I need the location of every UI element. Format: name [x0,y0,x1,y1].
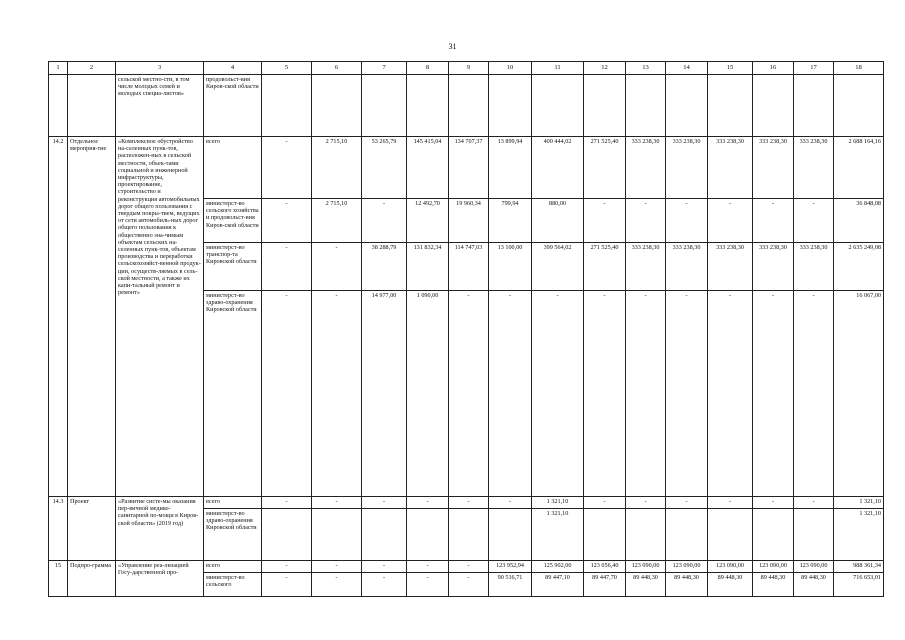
value-cell [312,75,362,137]
value-cell [449,509,489,561]
value-cell: - [262,243,312,291]
value-cell: 271 525,40 [584,243,626,291]
table-row [49,561,884,573]
column-header: 15 [708,62,753,75]
value-cell: - [794,497,834,509]
value-cell [834,75,884,137]
value-cell: 53 265,79 [362,137,407,199]
row-title: «Управление реа-лизацией Госу-дарственной про- [116,561,204,597]
value-cell [753,75,794,137]
value-cell: 399 564,02 [532,243,584,291]
value-cell: - [794,199,834,243]
value-cell: 1 321,10 [532,509,584,561]
value-cell [449,75,489,137]
header-row [49,62,884,75]
value-cell [262,509,312,561]
value-cell: 333 238,30 [753,137,794,199]
value-cell: - [489,291,532,497]
row-status [68,75,116,137]
value-cell [666,75,708,137]
row-status: Отдельное мероприя-тие [68,137,116,497]
value-cell: 89 448,30 [794,573,834,597]
row-number [49,75,68,137]
value-cell: 12 492,70 [407,199,449,243]
value-cell: 2 715,10 [312,199,362,243]
row-status: Подпро-грамма [68,561,116,597]
value-cell: - [449,291,489,497]
value-cell [262,75,312,137]
value-cell: - [708,497,753,509]
column-header: 17 [794,62,834,75]
value-cell: - [262,137,312,199]
value-cell: - [584,199,626,243]
value-cell: - [362,199,407,243]
value-cell: 16 067,00 [834,291,884,497]
value-cell: 89 447,70 [584,573,626,597]
column-header: 12 [584,62,626,75]
row-title: сельской местно-сти, в том числе молодых семей и молодых специа-листов» [116,75,204,137]
value-cell: 89 448,30 [666,573,708,597]
value-cell: - [362,573,407,597]
value-cell: - [312,243,362,291]
value-cell: 2 635 249,08 [834,243,884,291]
value-cell: - [312,561,362,573]
value-cell: 89 447,10 [532,573,584,597]
value-cell: 333 238,30 [794,243,834,291]
value-cell: - [626,199,666,243]
value-cell: - [362,497,407,509]
row-executor: министерст-во здраво-охранения Кировской области [204,291,262,497]
value-cell: 333 238,30 [708,137,753,199]
value-cell: 36 848,08 [834,199,884,243]
row-executor: министерст-во транспор-та Кировской области [204,243,262,291]
value-cell: 333 238,30 [666,243,708,291]
value-cell: 114 747,03 [449,243,489,291]
row-number: 14.2 [49,137,68,497]
table-row [49,497,884,509]
column-header: 18 [834,62,884,75]
column-header: 13 [626,62,666,75]
value-cell [312,509,362,561]
column-header: 10 [489,62,532,75]
value-cell: 716 653,01 [834,573,884,597]
value-cell: - [449,573,489,597]
value-cell: - [666,497,708,509]
value-cell: - [449,497,489,509]
value-cell: - [262,199,312,243]
value-cell: - [708,291,753,497]
value-cell: 19 960,34 [449,199,489,243]
table-row [49,137,884,199]
value-cell: 123 056,40 [584,561,626,573]
value-cell [489,75,532,137]
value-cell: - [407,561,449,573]
value-cell: 988 361,34 [834,561,884,573]
value-cell [489,509,532,561]
value-cell: - [262,497,312,509]
column-header: 9 [449,62,489,75]
value-cell: - [666,291,708,497]
value-cell: - [626,291,666,497]
value-cell: 123 090,00 [753,561,794,573]
value-cell: 333 238,30 [708,243,753,291]
column-header: 7 [362,62,407,75]
column-header: 3 [116,62,204,75]
value-cell: 1 090,00 [407,291,449,497]
value-cell: 333 238,30 [626,243,666,291]
row-number: 14.3 [49,497,68,561]
value-cell: 333 238,30 [666,137,708,199]
column-header: 1 [49,62,68,75]
page-number: 31 [448,42,457,51]
value-cell: - [407,573,449,597]
value-cell: 333 238,30 [626,137,666,199]
value-cell [532,75,584,137]
value-cell: 400 444,02 [532,137,584,199]
value-cell: 145 415,04 [407,137,449,199]
value-cell: - [312,573,362,597]
value-cell: 14 977,00 [362,291,407,497]
value-cell [584,509,626,561]
value-cell [753,509,794,561]
row-status: Проект [68,497,116,561]
column-header: 2 [68,62,116,75]
value-cell: 89 448,30 [626,573,666,597]
value-cell: - [708,199,753,243]
value-cell: 1 321,10 [834,497,884,509]
value-cell: 134 707,37 [449,137,489,199]
value-cell [362,75,407,137]
row-title: «Развитие систе-мы оказания пер-вичной медико-санитарной по-мощи в Киров-ской области» (2019 год) [116,497,204,561]
row-number: 15 [49,561,68,597]
column-header: 14 [666,62,708,75]
column-header: 16 [753,62,794,75]
value-cell: - [753,291,794,497]
value-cell: - [312,291,362,497]
value-cell: 799,94 [489,199,532,243]
value-cell: 90 516,71 [489,573,532,597]
value-cell: - [362,561,407,573]
value-cell: - [262,561,312,573]
value-cell: - [532,291,584,497]
value-cell: - [584,497,626,509]
value-cell: 38 288,79 [362,243,407,291]
value-cell: - [489,497,532,509]
column-header: 11 [532,62,584,75]
value-cell: 123 090,00 [794,561,834,573]
value-cell: - [449,561,489,573]
value-cell: 123 952,94 [489,561,532,573]
value-cell [626,75,666,137]
value-cell: - [666,199,708,243]
value-cell: 125 902,00 [532,561,584,573]
value-cell: 1 321,10 [834,509,884,561]
value-cell [708,509,753,561]
row-title: «Комплексное обустройство на-селенных пунк-тов, расположен-ных в сельской местности, объек-тами социальной и инженерной инфраструктуры, проектирование, строительство и реконструкция автомобильных дорог общего пользования с твердым покры-тием, ведущих от сети автомобиль-ных дорог общего пользования к общественно зна-чимым объектам сельских на-селенных пунк-тов, объектам производства и переработки сельскохозяйст-венной продук-ции, осуществ-ляемых в сель-ской местности, а также их капи-тальный ремонт и ремонт» [116,137,204,497]
value-cell: 333 238,30 [753,243,794,291]
value-cell: - [312,497,362,509]
value-cell: 131 832,34 [407,243,449,291]
value-cell: - [753,199,794,243]
value-cell [584,75,626,137]
value-cell: - [262,291,312,497]
value-cell: 123 090,00 [708,561,753,573]
row-executor: министерст-во сельского [204,573,262,597]
value-cell: 123 090,00 [626,561,666,573]
table-row [49,75,884,137]
value-cell [626,509,666,561]
value-cell: 880,00 [532,199,584,243]
budget-table [48,61,884,597]
value-cell: 271 525,40 [584,137,626,199]
value-cell: 13 100,00 [489,243,532,291]
value-cell: - [584,291,626,497]
value-cell [407,509,449,561]
value-cell: - [794,291,834,497]
column-header: 5 [262,62,312,75]
row-executor: всего [204,137,262,199]
row-executor: министерст-во сельского хозяйства и продовольст-вия Киров-ской области [204,199,262,243]
column-header: 4 [204,62,262,75]
value-cell: 1 321,10 [532,497,584,509]
value-cell [794,509,834,561]
value-cell: 89 448,30 [708,573,753,597]
value-cell: 123 090,00 [666,561,708,573]
value-cell [362,509,407,561]
row-executor: министерст-во здраво-охранения Кировской области [204,509,262,561]
row-executor: всего [204,497,262,509]
value-cell: 89 448,30 [753,573,794,597]
column-header: 6 [312,62,362,75]
value-cell: - [626,497,666,509]
value-cell: 13 899,94 [489,137,532,199]
value-cell: - [407,497,449,509]
value-cell: 333 238,30 [794,137,834,199]
value-cell [708,75,753,137]
value-cell [794,75,834,137]
value-cell: - [262,573,312,597]
value-cell: 2 688 164,16 [834,137,884,199]
row-executor: всего [204,561,262,573]
value-cell: 2 715,10 [312,137,362,199]
value-cell: - [753,497,794,509]
column-header: 8 [407,62,449,75]
value-cell [666,509,708,561]
row-executor: продовольст-вия Киров-ской области [204,75,262,137]
value-cell [407,75,449,137]
